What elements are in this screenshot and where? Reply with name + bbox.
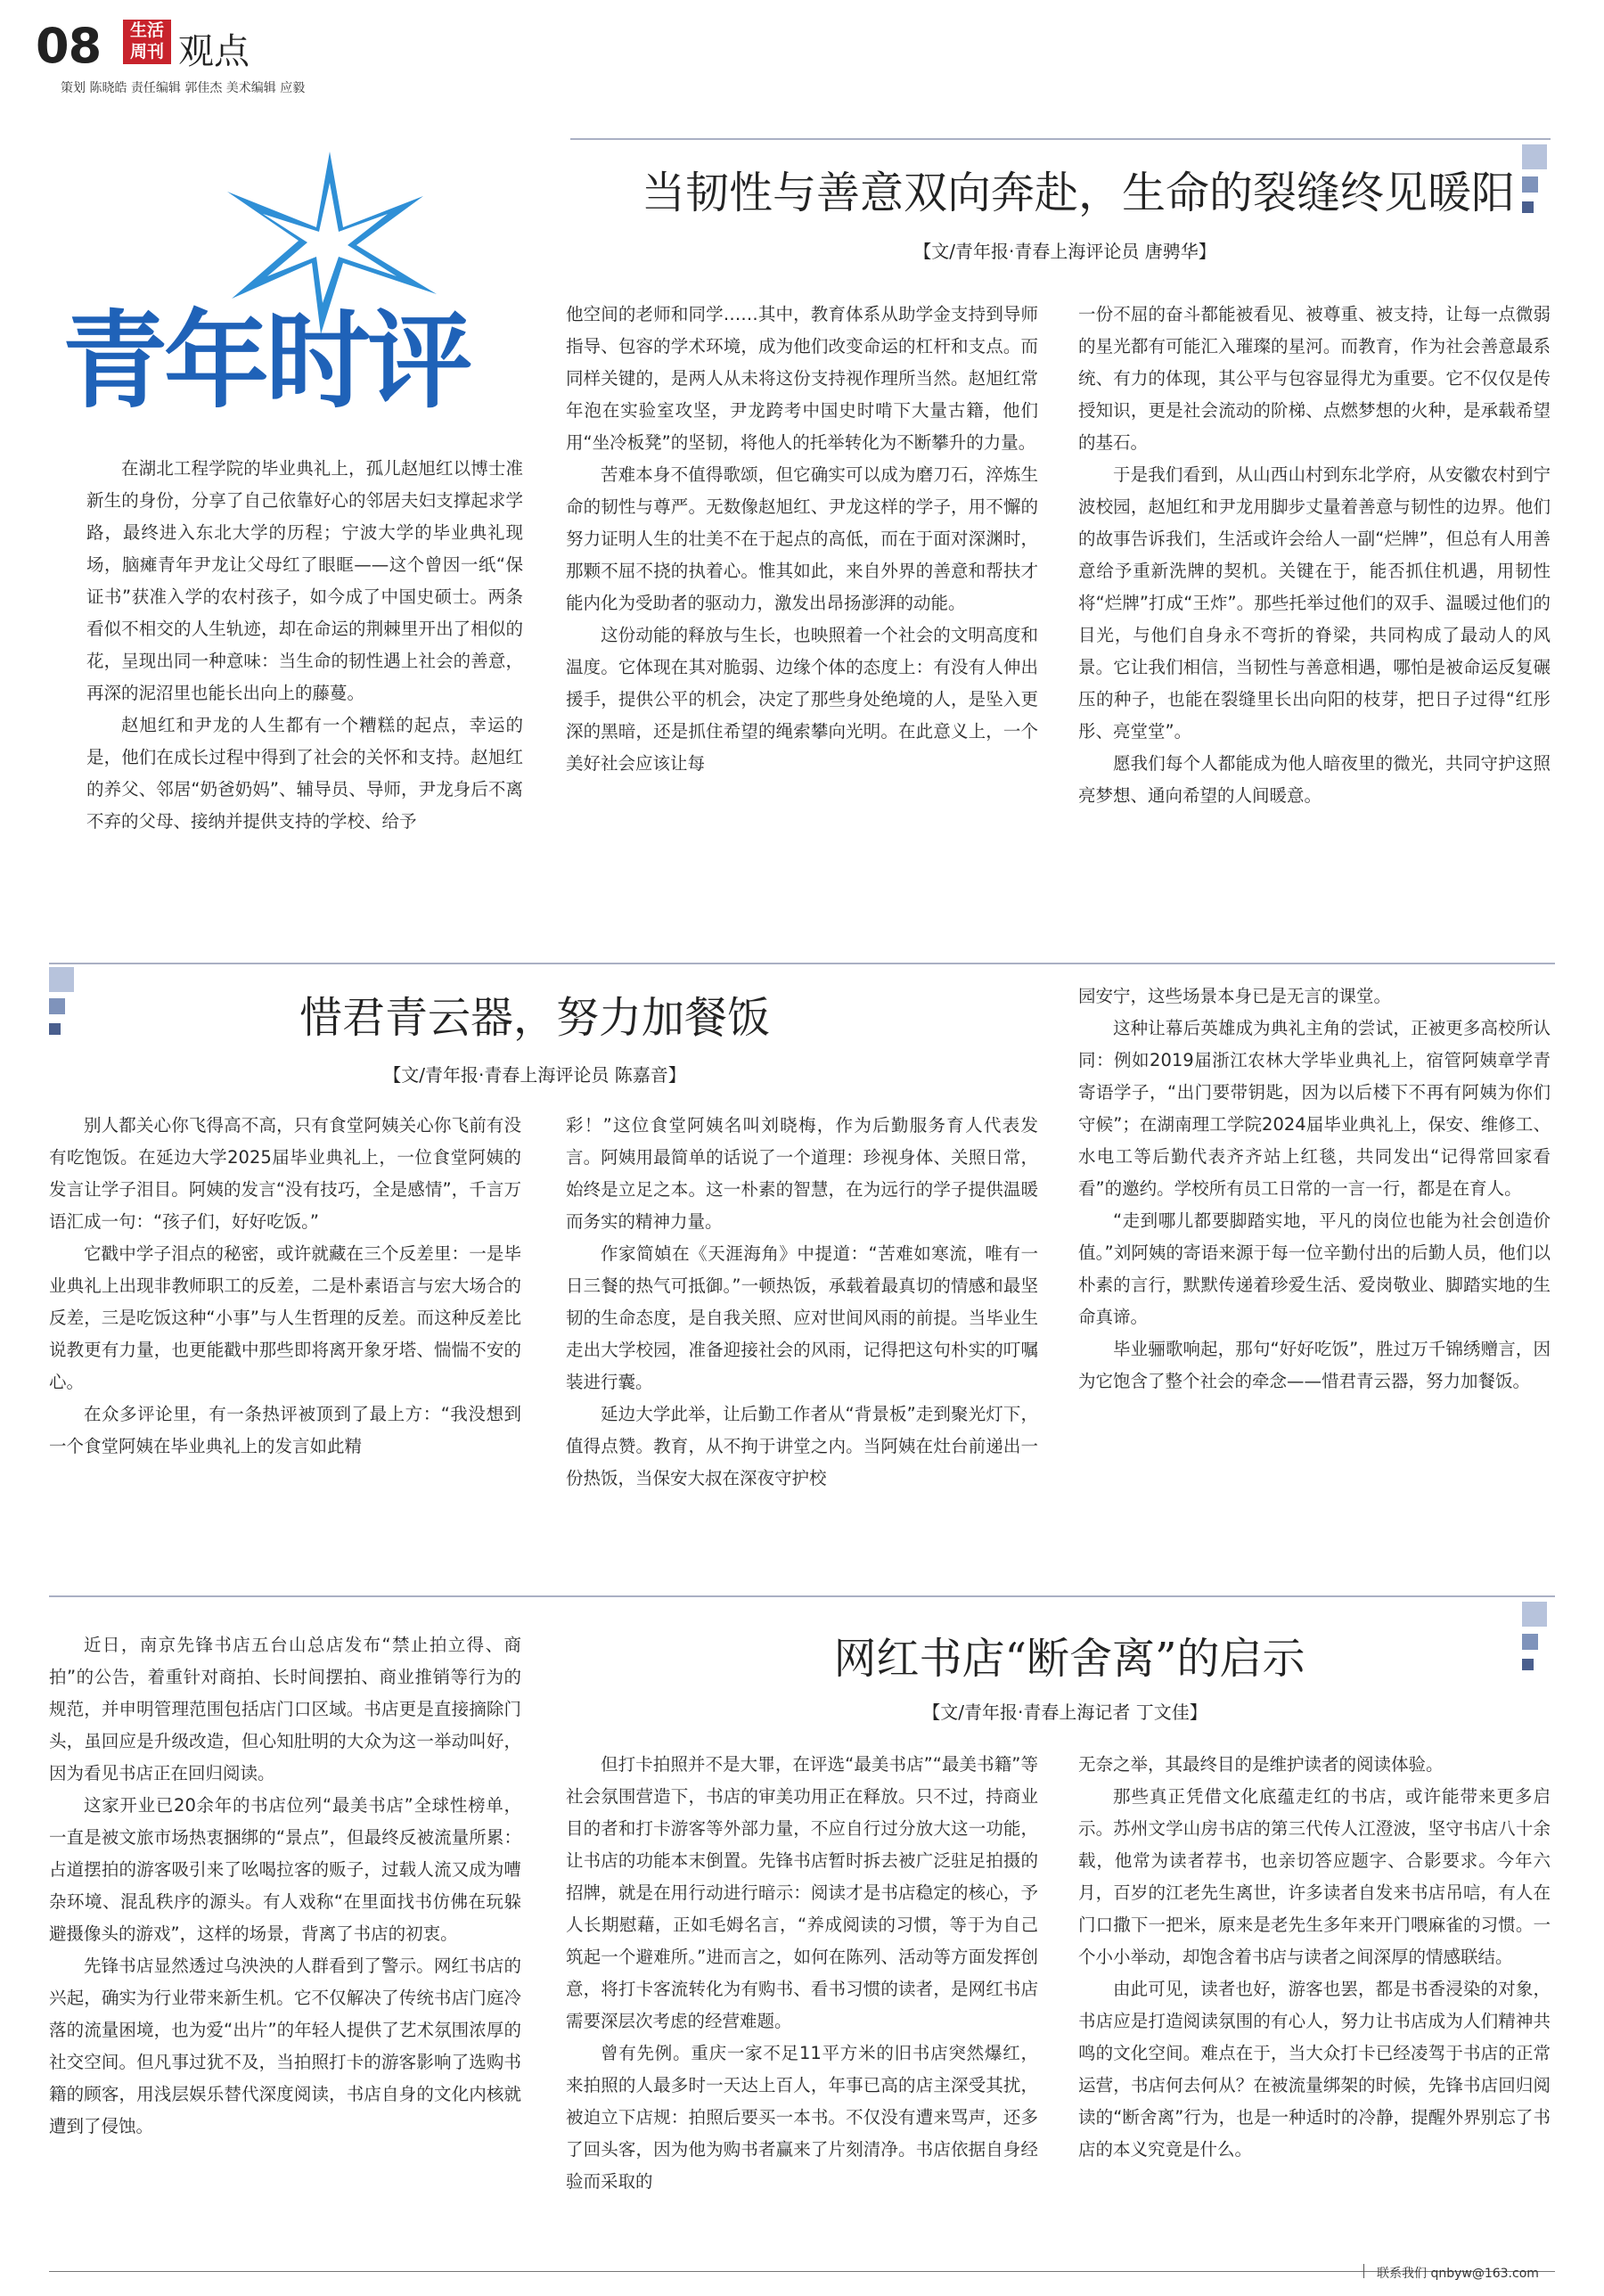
paragraph: 它戳中学子泪点的秘密，或许就藏在三个反差里：一是毕业典礼上出现非教师职工的反差，二是朴素语言与宏大场合的反差，三是吃饭这种“小事”与人生哲理的反差。而这种反差比说教更有力量，也更能戳中那些即将离开象牙塔、惴惴不安的心。 <box>49 1243 521 1392</box>
article2-column-3 <box>1078 980 1551 1398</box>
deco-square <box>1522 201 1534 213</box>
paragraph: 作家简媜在《天涯海角》中提道：“苦难如寒流，唯有一日三餐的热气可抵御。”一顿热饭，承载着最真切的情感和最坚韧的生命态度，是自我关照、应对世间风雨的前提。当毕业生走出大学校园，准备迎接社会的风雨，记得把这句朴实的叮嘱装进行囊。 <box>566 1243 1038 1392</box>
deco-square <box>1522 1634 1538 1650</box>
paragraph: 曾有先例。重庆一家不足11平方米的旧书店突然爆红，来拍照的人最多时一天达上百人，年事已高的店主深受其扰，被迫立下店规：拍照后要买一本书。不仅没有遭来骂声，还多了回头客，因为他为购书者赢来了片刻清净。书店依据自身经验而采取的 <box>566 2043 1038 2192</box>
deco-square <box>49 967 74 992</box>
article1-byline: 【文/青年报·青春上海评论员 唐骋华】 <box>913 241 1216 262</box>
article3-byline: 【文/青年报·青春上海记者 丁文佳】 <box>922 1702 1207 1723</box>
paragraph: 这家开业已20余年的书店位列“最美书店”全球性榜单，一直是被文旅市场热衷捆绑的“景点”，但最终反被流量所累：占道摆拍的游客吸引来了吆喝拉客的贩子，过载人流又成为嘈杂环境、混乱秩序的源头。有人戏称“在里面找书仿佛在玩躲避摄像头的游戏”，这样的场景，背离了书店的初衷。 <box>49 1795 521 1944</box>
article1-column-1 <box>86 453 523 838</box>
footer-contact: 联系我们 qnbyw@163.com <box>1377 2267 1539 2281</box>
deco-square <box>1522 176 1538 193</box>
article3-title: 网红书店“断舍离”的启示 <box>833 1634 1305 1684</box>
footer-tick <box>1363 2264 1364 2278</box>
publication-logo: 生活周刊 <box>123 20 171 64</box>
article2-title: 惜君青云器，努力加餐饭 <box>299 993 770 1043</box>
article3-top-rule <box>49 1595 1555 1597</box>
article1-column-3 <box>1078 299 1551 812</box>
article3-column-2 <box>566 1749 1038 2198</box>
footer-rule <box>49 2271 1555 2272</box>
paragraph: 他空间的老师和同学……其中，教育体系从助学金支持到导师指导、包容的学术环境，成为他们改变命运的杠杆和支点。而同样关键的，是两人从未将这份支持视作理所当然。赵旭红常年泡在实验室攻坚，尹龙跨考中国史时啃下大量古籍，他们用“坐冷板凳”的坚韧，将他人的托举转化为不断攀升的力量。 <box>566 304 1038 453</box>
paragraph: 彩！”这位食堂阿姨名叫刘晓梅，作为后勤服务育人代表发言。阿姨用最简单的话说了一个道理：珍视身体、关照日常，始终是立足之本。这一朴素的智慧，在为远行的学子提供温暖而务实的精神力量。 <box>566 1115 1038 1232</box>
deco-square <box>1522 144 1547 169</box>
section-title: 观点 <box>178 31 250 72</box>
article2-top-rule <box>49 963 1555 964</box>
article1-column-2 <box>566 299 1038 780</box>
article2-column-1 <box>49 1110 521 1463</box>
paragraph: 由此可见，读者也好，游客也罢，都是书香浸染的对象，书店应是打造阅读氛围的有心人，努力让书店成为人们精神共鸣的文化空间。难点在于，当大众打卡已经凌驾于书店的正常运营，书店何去何从？在被流量绑架的时候，先锋书店回归阅读的“断舍离”行为，也是一种适时的冷静，提醒外界别忘了书店的本义究竟是什么。 <box>1078 1979 1551 2160</box>
paragraph: 在众多评论里，有一条热评被顶到了最上方：“我没想到一个食堂阿姨在毕业典礼上的发言如此精 <box>49 1404 521 1456</box>
deco-square <box>1522 1602 1547 1627</box>
paragraph: 园安宁，这些场景本身已是无言的课堂。 <box>1078 986 1392 1006</box>
paragraph: 无奈之举，其最终目的是维护读者的阅读体验。 <box>1078 1754 1444 1775</box>
paragraph: 这种让幕后英雄成为典礼主角的尝试，正被更多高校所认同：例如2019届浙江农林大学毕业典礼上，宿管阿姨章学青寄语学子，“出门要带钥匙，因为以后楼下不再有阿姨为你们守候”；在湖南理工学院2024届毕业典礼上，保安、维修工、水电工等后勤代表齐齐站上红毯，共同发出“记得常回家看看”的邀约。学校所有员工日常的一言一行，都是在育人。 <box>1078 1018 1551 1199</box>
paragraph: 苦难本身不值得歌颂，但它确实可以成为磨刀石，淬炼生命的韧性与尊严。无数像赵旭红、尹龙这样的学子，用不懈的努力证明人生的壮美不在于起点的高低，而在于面对深渊时，那颗不屈不挠的执着心。惟其如此，来自外界的善意和帮扶才能内化为受助者的驱动力，激发出昂扬澎湃的动能。 <box>566 464 1038 613</box>
paragraph: “走到哪儿都要脚踏实地，平凡的岗位也能为社会创造价值。”刘阿姨的寄语来源于每一位辛勤付出的后勤人员，他们以朴素的言行，默默传递着珍爱生活、爱岗敬业、脚踏实地的生命真谛。 <box>1078 1210 1551 1327</box>
deco-square <box>49 998 65 1014</box>
paragraph: 别人都关心你飞得高不高，只有食堂阿姨关心你飞前有没有吃饱饭。在延边大学2025届毕业典礼上，一位食堂阿姨的发言让学子泪目。阿姨的发言“没有技巧，全是感情”，千言万语汇成一句：“孩子们，好好吃饭。” <box>49 1115 521 1232</box>
article1-title: 当韧性与善意双向奔赴，生命的裂缝终见暖阳 <box>641 168 1515 218</box>
column-logo <box>62 143 526 437</box>
article2-byline: 【文/青年报·青春上海评论员 陈嘉音】 <box>383 1064 686 1086</box>
paragraph: 毕业骊歌响起，那句“好好吃饭”，胜过万千锦绣赠言，因为它饱含了整个社会的牵念——惜君青云器，努力加餐饭。 <box>1078 1339 1551 1391</box>
deco-square <box>1522 1659 1534 1670</box>
paragraph: 愿我们每个人都能成为他人暗夜里的微光，共同守护这照亮梦想、通向希望的人间暖意。 <box>1078 753 1551 806</box>
paragraph: 于是我们看到，从山西山村到东北学府，从安徽农村到宁波校园，赵旭红和尹龙用脚步丈量着善意与韧性的边界。他们的故事告诉我们，生活或许会给人一副“烂牌”，但总有人用善意给予重新洗牌的契机。关键在于，能否抓住机遇，用韧性将“烂牌”打成“王炸”。那些托举过他们的双手、温暖过他们的目光，与他们自身永不弯折的脊梁，共同构成了最动人的风景。它让我们相信，当韧性与善意相遇，哪怕是被命运反复碾压的种子，也能在裂缝里长出向阳的枝芽，把日子过得“红彤彤、亮堂堂”。 <box>1078 464 1551 742</box>
paragraph: 在湖北工程学院的毕业典礼上，孤儿赵旭红以博士准新生的身份，分享了自己依靠好心的邻居夫妇支撑起求学路，最终进入东北大学的历程；宁波大学的毕业典礼现场，脑瘫青年尹龙让父母红了眼眶——这个曾因一纸“保证书”获准入学的农村孩子，如今成了中国史硕士。两条看似不相交的人生轨迹，却在命运的荆棘里开出了相似的花，呈现出同一种意味：当生命的韧性遇上社会的善意，再深的泥沼里也能长出向上的藤蔓。 <box>86 458 523 703</box>
paragraph: 但打卡拍照并不是大罪，在评选“最美书店”“最美书籍”等社会氛围营造下，书店的审美功用正在释放。只不过，持商业目的者和打卡游客等外部力量，不应自行过分放大这一功能，让书店的功能本末倒置。先锋书店暂时拆去被广泛驻足拍摄的招牌，就是在用行动进行暗示：阅读才是书店稳定的核心，予人长期慰藉，正如毛姆名言，“养成阅读的习惯，等于为自己筑起一个避难所。”进而言之，如何在陈列、活动等方面发挥创意，将打卡客流转化为有购书、看书习惯的读者，是网红书店需要深层次考虑的经营难题。 <box>566 1754 1038 2031</box>
paragraph: 赵旭红和尹龙的人生都有一个糟糕的起点，幸运的是，他们在成长过程中得到了社会的关怀和支持。赵旭红的养父、邻居“奶爸奶妈”、辅导员、导师，尹龙身后不离不弃的父母、接纳并提供支持的学校、给予 <box>86 715 523 832</box>
page-number: 08 <box>36 18 102 74</box>
deco-square <box>49 1023 61 1035</box>
paragraph: 那些真正凭借文化底蕴走红的书店，或许能带来更多启示。苏州文学山房书店的第三代传人江澄波，坚守书店八十余载，他常为读者荐书，也亲切答应题字、合影要求。今年六月，百岁的江老先生离世，许多读者自发来书店吊唁，有人在门口撒下一把米，原来是老先生多年来开门喂麻雀的习惯。一个小小举动，却饱含着书店与读者之间深厚的情感联结。 <box>1078 1786 1551 1967</box>
paragraph: 近日，南京先锋书店五台山总店发布“禁止拍立得、商拍”的公告，着重针对商拍、长时间摆拍、商业推销等行为的规范，并申明管理范围包括店门口区域。书店更是直接摘除门头，虽回应是升级改造，但心知肚明的大众为这一举动叫好，因为看见书店正在回归阅读。 <box>49 1635 521 1784</box>
editor-credits: 策划 陈晓皓 责任编辑 郭佳杰 美术编辑 应毅 <box>61 81 306 95</box>
article3-column-1 <box>49 1629 521 2143</box>
paragraph: 一份不屈的奋斗都能被看见、被尊重、被支持，让每一点微弱的星光都有可能汇入璀璨的星河。而教育，作为社会善意最系统、有力的体现，其公平与包容显得尤为重要。它不仅仅是传授知识，更是社会流动的阶梯、点燃梦想的火种，是承载希望的基石。 <box>1078 304 1551 453</box>
article1-top-rule <box>570 138 1551 140</box>
paragraph: 这份动能的释放与生长，也映照着一个社会的文明高度和温度。它体现在其对脆弱、边缘个体的态度上：有没有人伸出援手，提供公平的机会，决定了那些身处绝境的人，是坠入更深的黑暗，还是抓住希望的绳索攀向光明。在此意义上，一个美好社会应该让每 <box>566 625 1038 774</box>
paragraph: 先锋书店显然透过乌泱泱的人群看到了警示。网红书店的兴起，确实为行业带来新生机。它不仅解决了传统书店门庭冷落的流量困境，也为爱“出片”的年轻人提供了艺术氛围浓厚的社交空间。但凡事过犹不及，当拍照打卡的游客影响了选购书籍的顾客，用浅层娱乐替代深度阅读，书店自身的文化内核就遭到了侵蚀。 <box>49 1956 521 2136</box>
column-logo-text: 青年时评 <box>62 299 470 422</box>
article3-column-3 <box>1078 1749 1551 2166</box>
paragraph: 延边大学此举，让后勤工作者从“背景板”走到聚光灯下，值得点赞。教育，从不拘于讲堂之内。当阿姨在灶台前递出一份热饭，当保安大叔在深夜守护校 <box>566 1404 1038 1488</box>
article2-column-2 <box>566 1110 1038 1495</box>
